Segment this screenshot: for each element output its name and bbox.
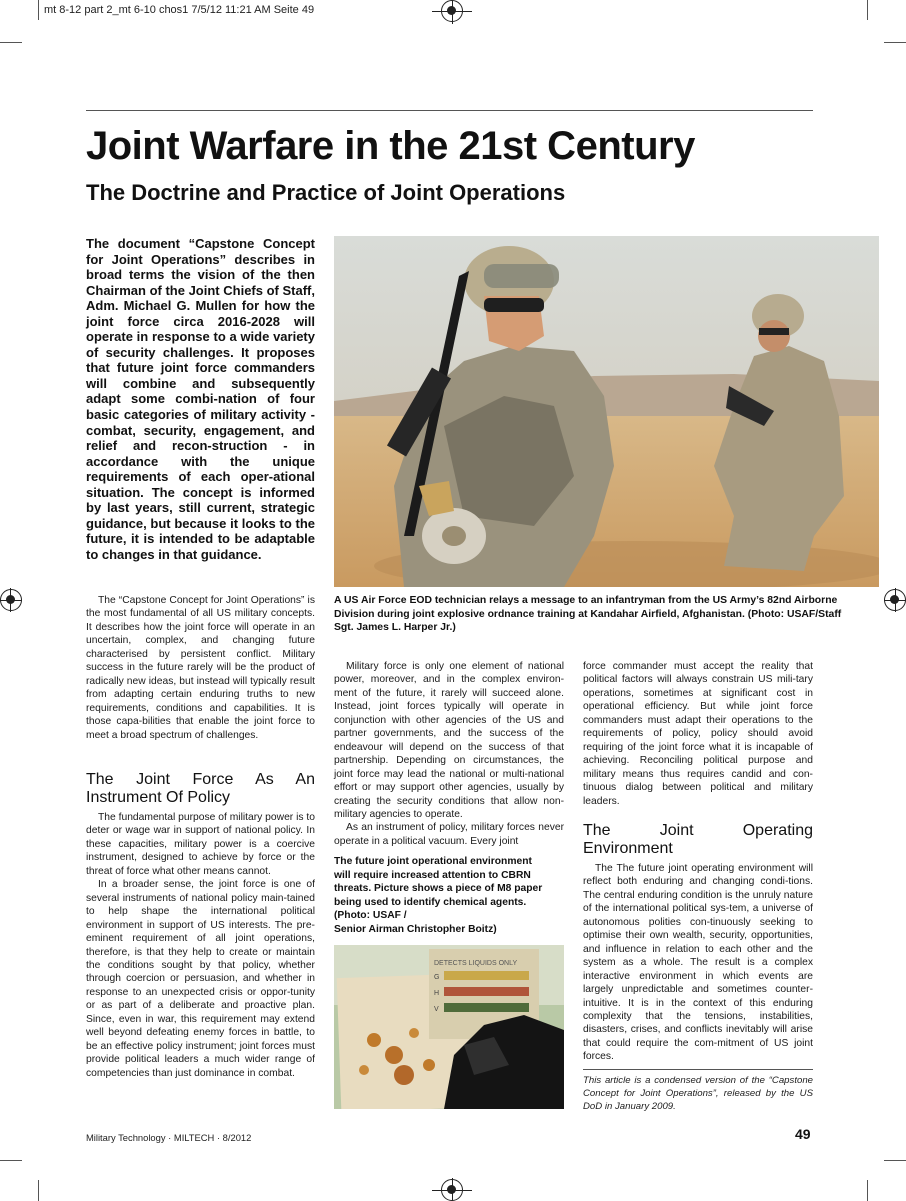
article-title: Joint Warfare in the 21st Century (86, 124, 695, 168)
lead-paragraph: The document “Capstone Concept for Joint Operations” describes in broad terms the vision of the then Chairman of the Joint Chiefs of Staff, Adm. Michael G. Mullen for how the joint force circa 2016-2028 will operate in response to a wide variety of security challenges. It proposes that future joint force commanders will combine and subsequently adapt some combi-nation of four basic categories of military activity - combat, security, engagement, and relief and recon-struction - in accordance with the unique requirements of each oper-ational situation. The concept is informed by last years, still current, strategic guidance, but because it looks to the future, it is intended to be adaptable to changes in that guidance. (86, 236, 315, 562)
print-slug: mt 8-12 part 2_mt 6-10 chos1 7/5/12 11:21 AM Seite 49 (44, 4, 315, 16)
main-photo (334, 236, 879, 587)
crop-mark (0, 42, 22, 43)
article-subtitle: The Doctrine and Practice of Joint Operations (86, 180, 566, 205)
body-paragraph: Military force is only one element of national power, moreover, and in the complex environ-ment of the future, it rarely will succeed alone. Instead, joint forces typically will operate in conjunction with other agencies of the US and partner governments, and the success of the endeavour will depend on the success of that partnership. Depending on circumstances, the joint force may lead the national or multi-national effort or may support other agencies, usually by creating the security conditions that allow non-military agencies to operate. (334, 661, 564, 820)
body-paragraph: The The future joint operating environment will reflect both enduring and changing condi-tions. The central enduring condition is the unruly nature of the international political sys-tem, a universe of autonomous polities con-tinuously seeking to optimise their own wealth, security, opportunities, and influence in relation to each other and the system as a whole. The result is a complex interactive environment in which events are largely unpredictable and sometimes counter-intuitive. It is in the context of this enduring complexity that the tensions, instabilities, disasters, crises, and conflicts inevitably will arise that could require the com-mitment of US joint forces. (583, 862, 813, 1063)
m8-row-label: G (434, 974, 440, 981)
intro-paragraph: The “Capstone Concept for Joint Operations” is the most fundamental of all US military concepts. It describes how the joint force will operate in an uncertain, complex, and changing future characterised by persistent conflict. Military success in the future rarely will be the product of radically new ideas, but instead will typically result from adapting certain enduring truths to new requirements, conditions and capabilities. It is those capa-bilities that enable the joint force to meet a broad spectrum of challenges. (86, 595, 315, 741)
column-1 (86, 594, 315, 1080)
registration-mark-icon (884, 589, 906, 611)
crop-mark (867, 0, 868, 20)
body-paragraph: In a broader sense, the joint force is one of several instruments of national policy main-tained to help shape the international political environment in support of US interests. The pre-eminent requirement of all joint operations, therefore, is that they help to create or maintain the conditions sought by that policy, whether through coercion or persuasion, and whether in response to an unexpected crisis or oppor-tunity or as part of a deliberate and proactive plan. Since, even in war, this requirement may extend well beyond defeating enemy forces in battle, to be an effective policy instrument; joint forces must provide political leaders a much wider range of competencies than just dominance in combat. (86, 879, 315, 1079)
body-paragraph: As an instrument of policy, military forces never operate in a political vacuum. Every joint (334, 822, 564, 847)
m8-label: DETECTS LIQUIDS ONLY (434, 960, 518, 967)
registration-mark-icon (441, 0, 463, 22)
crop-mark (867, 1180, 868, 1201)
publication-footer: Military Technology · MILTECH · 8/2012 (86, 1132, 252, 1143)
main-photo-caption: A US Air Force EOD technician relays a message to an infantryman from the US Army’s 82nd Airborne Division during joint explosive ordnance training at Kandahar Airfield, Afghanistan. (Photo: USAF/Staff Sgt. James L. Harper Jr.) (334, 595, 842, 633)
caption-line: threats. Picture shows a piece of M8 paper (334, 883, 543, 895)
caption-line: will require increased attention to CBRN (334, 869, 531, 881)
crop-mark (884, 1160, 906, 1161)
header-rule (86, 110, 813, 111)
small-photo-caption (334, 855, 564, 936)
registration-mark-icon (0, 589, 22, 611)
caption-line: (Photo: USAF / (334, 910, 407, 922)
crop-mark (38, 1180, 39, 1201)
m8-row-label: V (434, 1006, 439, 1013)
m8-paper-photo (334, 945, 564, 1109)
crop-mark (884, 42, 906, 43)
caption-line: The future joint operational environment (334, 856, 532, 868)
column-3 (583, 660, 813, 1064)
body-paragraph: The fundamental purpose of military power is to deter or wage war in support of national policy. In these capacities, military power is a coercive instrument, designed to achieve by force or the threat of force what other means cannot. (86, 811, 315, 877)
caption-line: Senior Airman Christopher Boitz) (334, 923, 497, 935)
body-paragraph: force commander must accept the reality that political factors will always constrain US mili-tary operations, sometimes at significant cost in operational efficiency. But while joint force commanders must adapt their operations to the requirements of policy, policy should avoid requiring of the joint force what it is incapable of achieving. Reconciling political purpose and military means thus requires candid and con-tinuous dialog between political and military leaders. (583, 661, 813, 807)
crop-mark (38, 0, 39, 20)
section-heading: The Joint Force As An Instrument Of Policy (86, 770, 315, 806)
registration-mark-icon (441, 1179, 463, 1201)
article-footnote: This article is a condensed version of the “Capstone Concept for Joint Operations”, released by the US DoD in January 2009. (583, 1075, 813, 1112)
section-heading: The Joint Operating Environment (583, 821, 813, 857)
caption-line: being used to identify chemical agents. (334, 896, 527, 908)
m8-row-label: H (434, 990, 440, 997)
footnote-rule (583, 1069, 813, 1070)
column-2 (334, 660, 564, 936)
crop-mark (0, 1160, 22, 1161)
page-number: 49 (795, 1126, 811, 1142)
